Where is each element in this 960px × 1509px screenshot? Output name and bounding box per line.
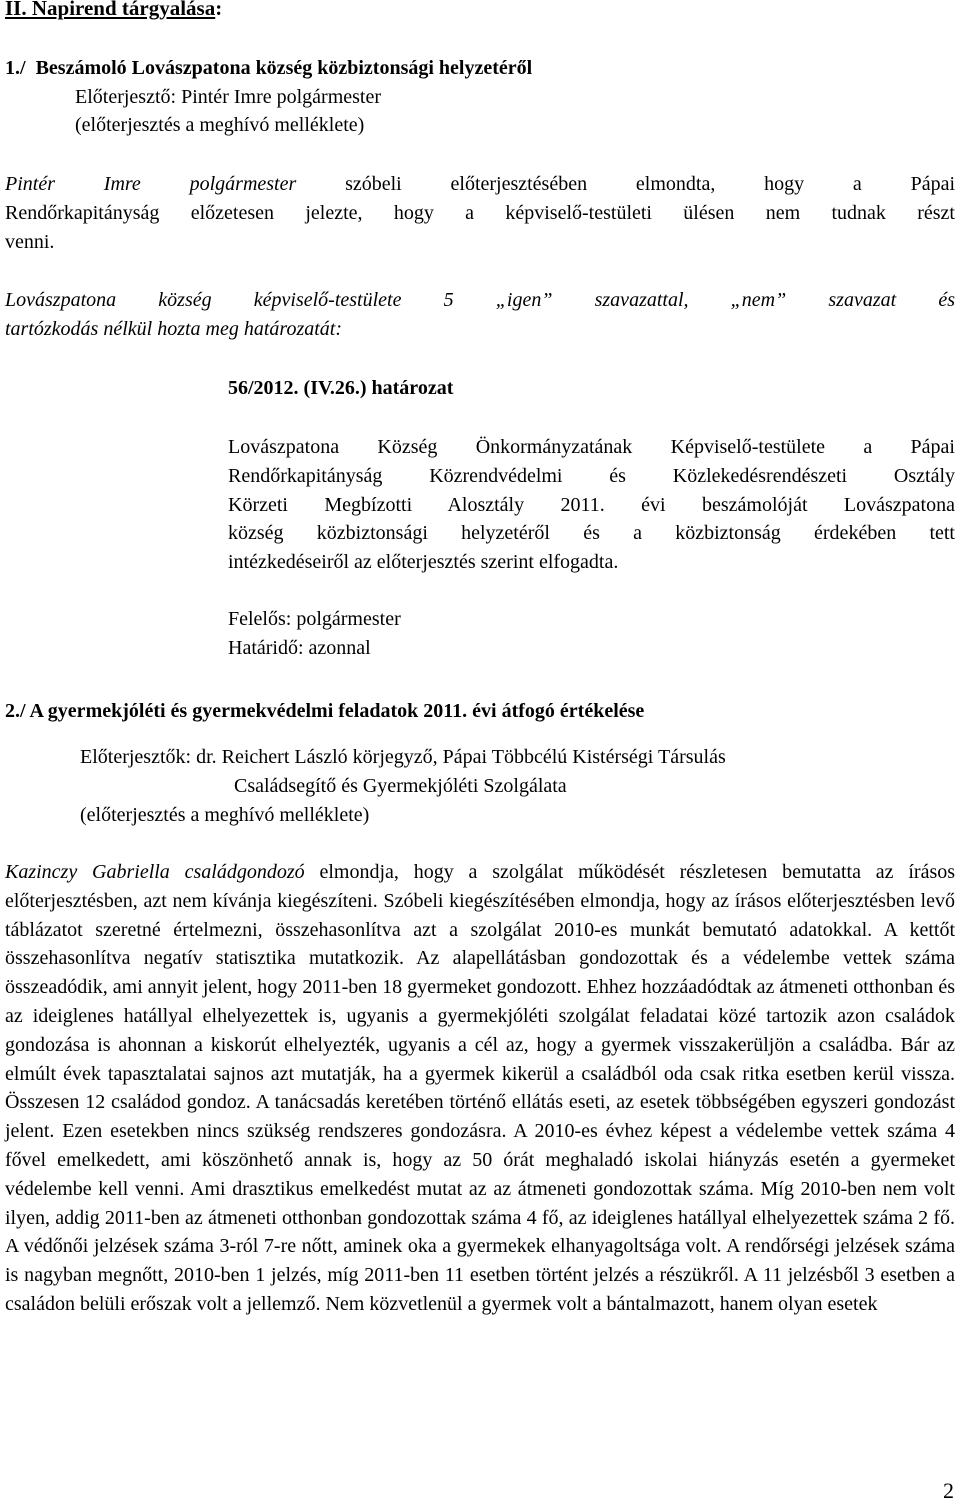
page-number: 2 (943, 1478, 954, 1503)
item2-body-text: elmondja, hogy a szolgálat működését részletesen bemutatta az írásos előterjesztésben, azt nem kívánja kiegészíteni. Szóbeli kiegészítésében elmondja, hogy az írásos előterjesztésben levő táblázatot szeretné értelmezni, összehasonlítva azt a szolgálat 2010-es munkát bemutató adatokkal. A kettőt összehasonlítva negatív statisztika mutatkozik. Az alapellátásban gondozottak és a védelembe vettek száma összeadódik, ami annyit jelent, hogy 2011-ben 18 gyermeket gondozott. Ehhez hozzáadódtak az átmeneti otthonban és az ideiglenes hatállyal elhelyezettek is, ugyanis a gyermekjóléti szolgálat feladatai közé tartozik azon családok gondozása is ahonnan a kiskorút elhelyezték, ugyanis a cél az, hogy a gyermek visszakerüljön a családba. Bár az elmúlt évek tapasztalatai sajnos azt mutatják, ha a gyermek kikerül a családból oda csak ritka esetben kerül vissza. Összesen 12 családod gondoz. A tanácsadás keretében történő ellátás eseti, az esetek többségében egyszeri gondozást jelent. Ezen esetekben nincs szükség rendszeres gondozásra. A 2010-es évhez képest a védelembe vettek száma 4 fővel emelkedett, ami köszönhető annak is, hogy az 50 órát meghaladó iskolai hiányzás esetén a gyermeket védelembe kell venni. Ami drasztikus emelkedést mutat az az átmeneti gondozottak száma. Míg 2010-ben nem volt ilyen, addig 2011-ben az átmeneti otthonban gondozottak száma 4 fő, az ideiglenes hatállyal elhelyezettek száma 2 fő. A védőnői jelzések száma 3-ról 7-re nőtt, aminek oka a gyermekek elhanyagoltsága volt. A rendőrségi jelzések száma is nagyban megnőtt, 2010-ben 1 jelzés, míg 2011-ben 11 esetben történt jelzés a részükről. A 11 jelzésből 3 esetben a családon belüli erőszak volt a jellemző. Nem közvetlenül a gyermek volt a bántalmazott, hanem olyan esetek (5, 861, 956, 1315)
item1-statement-line3: venni. (5, 231, 55, 253)
item1-statement-line2: Rendőrkapitányság előzetesen jelezte, hogy a képviselő-testületi ülésen nem tudnak részt (5, 202, 955, 224)
item2-number: 2./ (5, 700, 26, 722)
item2-body (5, 858, 955, 1319)
item1-vote-line2: tartózkodás nélkül hozta meg határozatát: (5, 318, 343, 340)
item1-presenter: Előterjesztő: Pintér Imre polgármester (75, 86, 382, 108)
resolution-line1: Lovászpatona Község Önkormányzatának Képviselő-testülete a Pápai (228, 436, 955, 458)
item2-presenters-line2: Családsegítő és Gyermekjóléti Szolgálata (234, 775, 567, 797)
section-heading-text: II. Napirend tárgyalása (5, 0, 216, 20)
item2-attachment: (előterjesztés a meghívó melléklete) (80, 804, 370, 826)
resolution-id: 56/2012. (IV.26.) határozat (228, 377, 454, 399)
section-heading (5, 0, 222, 22)
resolution-line5: intézkedéseiről az előterjesztés szerint elfogadta. (228, 551, 619, 573)
resolution-line4: község közbiztonsági helyzetéről és a közbiztonság érdekében tett (228, 522, 955, 544)
item1-title: Beszámoló Lovászpatona község közbiztonsági helyzetéről (35, 57, 533, 79)
item2-speaker: Kazinczy Gabriella családgondozó (5, 861, 305, 883)
item2-presenters-line1: Előterjesztők: dr. Reichert László körjegyző, Pápai Többcélú Kistérségi Társulás (80, 746, 726, 768)
item1-statement-line1 (5, 170, 955, 198)
resolution-line2: Rendőrkapitányság Közrendvédelmi és Közlekedésrendészeti Osztály (228, 465, 955, 487)
section-heading-colon: : (215, 0, 223, 20)
item1-attachment: (előterjesztés a meghívó melléklete) (75, 114, 365, 136)
resolution-deadline: Határidő: azonnal (228, 637, 371, 659)
item1-statement-l1-rest: szóbeli előterjesztésében elmondta, hogy a Pápai (345, 173, 956, 195)
item1-number: 1./ (5, 57, 26, 79)
item2-title: A gyermekjóléti és gyermekvédelmi feladatok 2011. évi átfogó értékelése (29, 700, 645, 722)
item1-vote-line1: Lovászpatona község képviselő-testülete 5 „igen” szavazattal, „nem” szavazat és (5, 289, 955, 311)
item1-speaker: Pintér Imre polgármester (5, 173, 297, 195)
item2-heading (5, 697, 644, 725)
resolution-line3: Körzeti Megbízotti Alosztály 2011. évi beszámolóját Lovászpatona (228, 494, 955, 516)
resolution-responsible: Felelős: polgármester (228, 608, 401, 630)
item1-heading (5, 54, 532, 82)
